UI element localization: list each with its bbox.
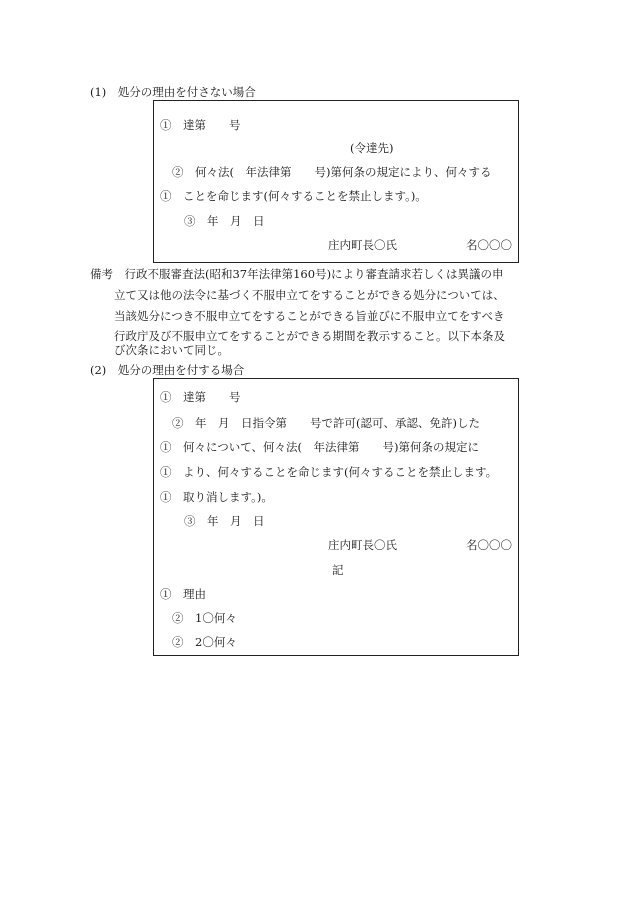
signer-name: 名〇〇〇 — [466, 238, 512, 252]
body-line-1: ② 年 月 日指令第 号で許可(認可、承認、免許)した — [172, 416, 480, 430]
note-line-5: び次条において同じ。 — [114, 343, 229, 357]
note-line-4: 行政庁及び不服申立てをすることができる期間を教示すること。以下本条及 — [114, 329, 505, 343]
signer-title: 庄内町長〇氏 — [328, 238, 397, 252]
signer-name: 名〇〇〇 — [466, 538, 512, 552]
note-line-3: 当該処分につき不服申立てをすることができる旨並びに不服申立てをすべき — [114, 309, 505, 323]
body-line-4: ① 取り消します。)。 — [160, 490, 273, 504]
section1-heading: (1) 処分の理由を付さない場合 — [90, 85, 256, 99]
body-line-3: ① より、何々することを命じます(何々することを禁止します。 — [160, 465, 498, 479]
signer-title: 庄内町長〇氏 — [328, 538, 397, 552]
date-line: ③ 年 月 日 — [184, 214, 265, 228]
body-line-2: ① ことを命じます(何々することを禁止します。)。 — [160, 189, 427, 203]
notice-box-2 — [153, 378, 519, 656]
note-line-1: 備考 行政不服審査法(昭和37年法律第160号)により審査請求若しくは異議の申 — [90, 267, 504, 281]
notice-box-1 — [153, 100, 519, 263]
addressee-line: (令達先) — [350, 141, 394, 155]
notice-number-line: ① 達第 号 — [160, 390, 241, 404]
notice-number-line: ① 達第 号 — [160, 118, 241, 132]
date-line: ③ 年 月 日 — [184, 514, 265, 528]
reason-item-1: ② 1〇何々 — [172, 611, 237, 625]
note-line-2: 立て又は他の法令に基づく不服申立てをすることができる処分については、 — [114, 288, 505, 302]
record-label: 記 — [332, 563, 344, 577]
body-line-2: ① 何々について、何々法( 年法律第 号)第何条の規定に — [160, 440, 480, 454]
reason-item-2: ② 2〇何々 — [172, 635, 237, 649]
reason-heading: ① 理由 — [160, 587, 206, 601]
section2-heading: (2) 処分の理由を付する場合 — [90, 363, 245, 377]
body-line-1: ② 何々法( 年法律第 号)第何条の規定により、何々する — [172, 165, 492, 179]
